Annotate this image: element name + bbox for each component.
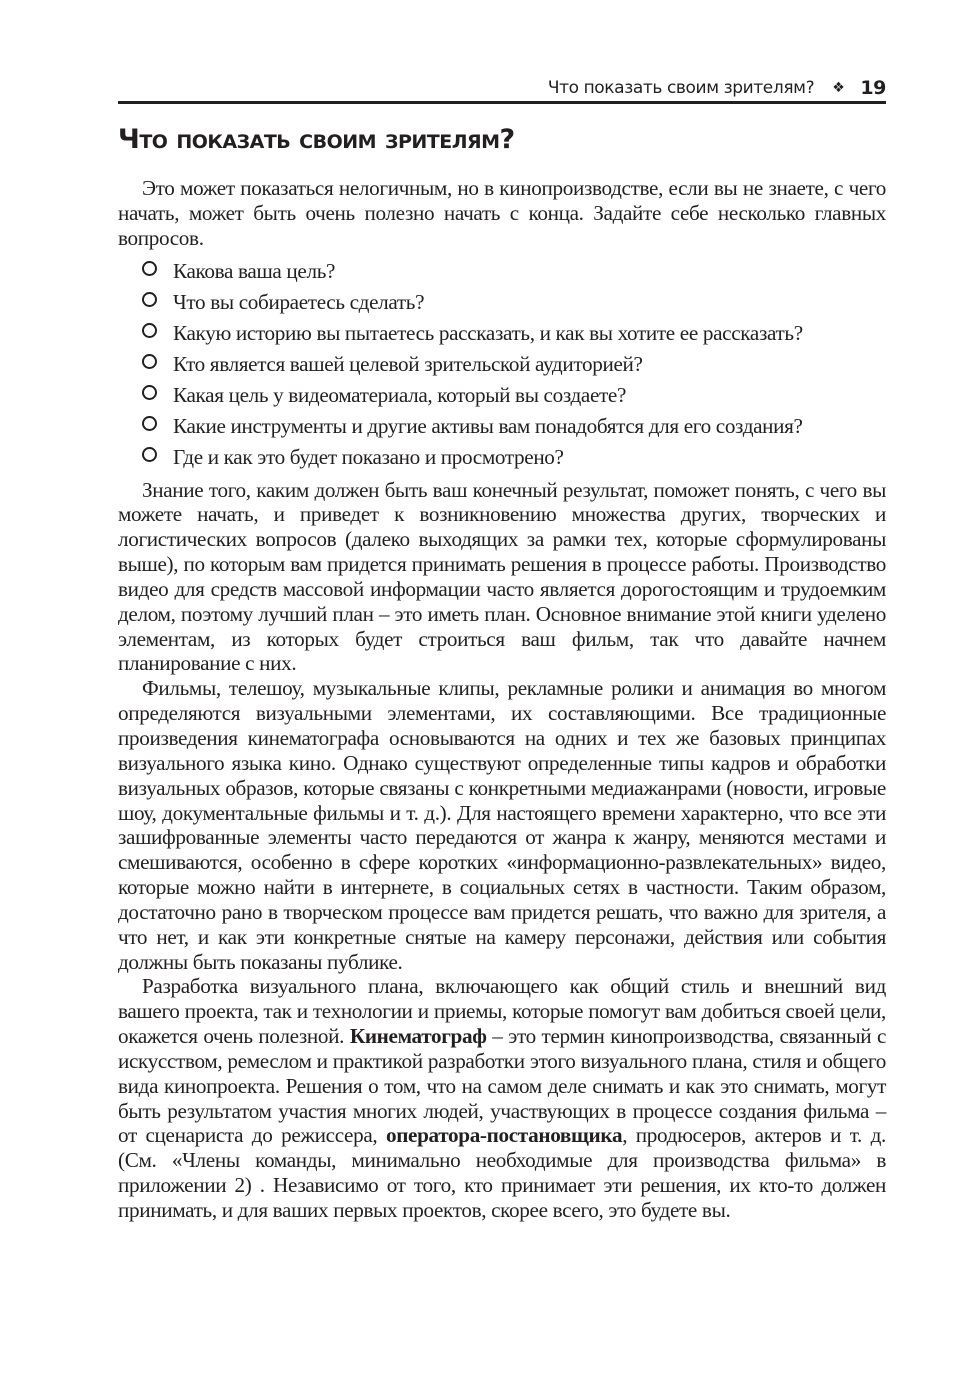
list-item xyxy=(118,256,886,287)
list-item-text: Что вы собираетесь сделать? xyxy=(173,289,425,314)
running-header xyxy=(118,74,886,102)
term-cinematographer: оператора-постановщика xyxy=(385,1123,623,1148)
body-text xyxy=(118,176,886,1223)
circle-bullet-icon xyxy=(142,385,157,400)
list-item-text: Где и как это будет показано и просмотрено? xyxy=(173,444,564,469)
list-item xyxy=(118,287,886,318)
paragraph-text: , продюсеров, актеров и т. д. (См. «Члены команды, минимально необходимые для производства фильма» в приложении 2) . Независимо от того, кто принимает эти решения, их кто-то должен принимать, и для ваших первых проектов, скорее всего, это будете вы. xyxy=(118,1123,886,1222)
circle-bullet-icon xyxy=(142,354,157,369)
intro-paragraph: Это может показаться нелогичным, но в кинопроизводстве, если вы не знаете, с чего начать, может быть очень полезно начать с конца. Задайте себе несколько главных вопросов. xyxy=(118,176,886,250)
circle-bullet-icon xyxy=(142,292,157,307)
term-cinematography: Кинематограф xyxy=(349,1024,487,1049)
section-title: Что показать своим зрителям? xyxy=(118,124,515,155)
paragraph-end-result: Знание того, каким должен быть ваш конечный результат, поможет понять, с чего вы можете начать, и приведет к возникновению множества других, творческих и логистических вопросов (далеко выходящих за рамки тех, которые сформулированы выше), по которым вам придется принимать решения в процессе работы. Производство видео для средств массовой информации часто является дорогостоящим и трудоемким делом, поэтому лучший план – это иметь план. Основное внимание этой книги уделено элементам, из которых будет строиться ваш фильм, так что давайте начнем планирование с них. xyxy=(118,477,886,676)
ornament-icon: ❖ xyxy=(832,80,845,96)
circle-bullet-icon xyxy=(142,416,157,431)
list-item-text: Кто является вашей целевой зрительской аудиторией? xyxy=(173,351,643,376)
list-item xyxy=(118,442,886,473)
list-item-text: Какова ваша цель? xyxy=(173,258,336,283)
list-item-text: Какая цель у видеоматериала, который вы создаете? xyxy=(173,382,627,407)
questions-list xyxy=(118,256,886,473)
circle-bullet-icon xyxy=(142,447,157,462)
paragraph-text: – это термин кинопроизводства, связанный с искусством, ремеслом и практикой разработки этого визуального плана, стиля и общего вида кинопроекта. Решения о том, что на самом деле снимать и как это снимать, могут быть результатом участия многих людей, участвующих в процессе создания фильма – от сценариста до режиссера, xyxy=(118,1024,886,1148)
running-title: Что показать своим зрителям? xyxy=(547,78,815,98)
list-item-text: Какую историю вы пытаетесь рассказать, и как вы хотите ее рассказать? xyxy=(173,320,803,345)
paragraph-visual-plan xyxy=(118,974,886,1222)
paragraph-text: Разработка визуального плана, включающего как общий стиль и внешний вид вашего проекта, так и технологии и приемы, которые помогут вам добиться своей цели, окажется очень полезной. xyxy=(118,974,886,1049)
list-item xyxy=(118,318,886,349)
list-item xyxy=(118,411,886,442)
list-item-text: Какие инструменты и другие активы вам понадобятся для его создания? xyxy=(173,413,803,438)
circle-bullet-icon xyxy=(142,261,157,276)
circle-bullet-icon xyxy=(142,323,157,338)
header-rule xyxy=(118,101,886,104)
list-item xyxy=(118,380,886,411)
page-number: 19 xyxy=(860,77,886,99)
paragraph-visual-elements: Фильмы, телешоу, музыкальные клипы, рекламные ролики и анимация во многом определяются визуальными элементами, их составляющими. Все традиционные произведения кинематографа основываются на одних и тех же базовых принципах визуального языка кино. Однако существуют определенные типы кадров и обработки визуальных образов, которые связаны с конкретными медиажанрами (новости, игровые шоу, документальные фильмы и т. д.). Для настоящего времени характерно, что все эти зашифрованные элементы часто передаются от жанра к жанру, меняются местами и смешиваются, особенно в сфере коротких «информационно-развлекательных» видео, которые можно найти в интернете, в социальных сетях в частности. Таким образом, достаточно рано в творческом процессе вам придется решать, что важно для зрителя, а что нет, и как эти конкретные снятые на камеру персонажи, действия или события должны быть показаны публике. xyxy=(118,676,886,974)
list-item xyxy=(118,349,886,380)
